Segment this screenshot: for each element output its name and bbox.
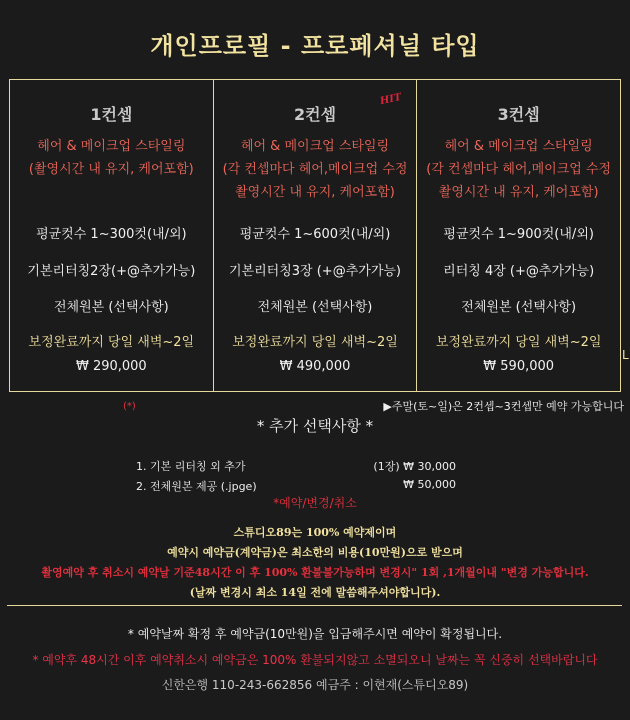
styling-line: (촬영시간 내 유지, 케어포함): [28, 162, 194, 177]
policy-line: 예약시 예약금(계약금)은 최소한의 비용(10만원)으로 받으며: [167, 546, 463, 559]
package-price: ₩ 290,000: [75, 359, 147, 374]
styling-description: [214, 135, 417, 204]
policy-line: (날짜 변경시 최소 14일 전에 말씀해주셔야합니다).: [189, 586, 441, 599]
section-divider: [7, 605, 622, 606]
package-name: 1컨셉: [90, 105, 133, 124]
corner-mark: L: [622, 348, 629, 362]
feature-delivery: 보정완료까지 당일 새벽~2일: [232, 335, 398, 350]
package-column-3: [416, 80, 620, 391]
option-price: (1장) ₩ 30,000: [373, 460, 456, 473]
styling-line: 촬영시간 내 유지, 케어포함): [438, 185, 599, 200]
feature-originals: 전체원본 (선택사항): [461, 300, 577, 315]
package-column-1: [10, 80, 213, 391]
styling-line: (각 컨셉마다 헤어,메이크업 수정: [222, 162, 408, 177]
feature-delivery: 보정완료까지 당일 새벽~2일: [435, 335, 602, 350]
package-column-2: [213, 80, 417, 391]
asterisk-note-mark: (*): [123, 401, 136, 412]
policy-line: 스튜디오89는 100% 예약제이며: [233, 526, 397, 539]
styling-line: 촬영시간 내 유지, 케어포함): [235, 185, 395, 200]
styling-line: (각 컨셉마다 헤어,메이크업 수정: [426, 162, 612, 177]
weekend-booking-note: ▶주말(토~일)은 2컨셉~3컨셉만 예약 가능합니다: [383, 400, 624, 413]
package-name: 2컨셉: [293, 105, 337, 124]
styling-description: [10, 135, 213, 181]
styling-line: 헤어 & 메이크업 스타일링: [240, 139, 390, 154]
feature-cut-count: 평균컷수 1~300컷(내/외): [36, 227, 187, 242]
feature-retouch: 기본리터칭3장 (+@추가가능): [228, 264, 402, 279]
feature-cut-count: 평균컷수 1~900컷(내/외): [443, 227, 594, 242]
option-label: 2. 전체원본 제공 (.jpge): [136, 480, 257, 493]
feature-originals: 전체원본 (선택사항): [257, 300, 373, 315]
feature-cut-count: 평균컷수 1~600컷(내/외): [239, 227, 391, 242]
option-row: [136, 458, 456, 474]
hit-badge: HIT: [378, 91, 403, 108]
feature-retouch: 리터칭 4장 (+@추가가능): [443, 264, 595, 279]
styling-line: 헤어 & 메이크업 스타일링: [37, 139, 186, 154]
styling-description: [417, 135, 620, 204]
feature-retouch: 기본리터칭2장(+@추가가능): [27, 264, 196, 279]
package-table: [9, 79, 621, 392]
package-name: 3컨셉: [497, 105, 540, 124]
feature-originals: 전체원본 (선택사항): [53, 300, 169, 315]
options-title: * 추가 선택사항 *: [256, 417, 374, 435]
styling-line: 헤어 & 메이크업 스타일링: [444, 139, 593, 154]
option-label: 1. 기본 리터칭 외 추가: [136, 460, 246, 473]
page-title: 개인프로필 - 프로페셔널 타입: [150, 32, 480, 60]
refund-warning-note: * 예약후 48시간 이후 예약취소시 예약금은 100% 환불되지않고 소멸되오니 날짜는 꼭 신중히 선택바랍니다: [32, 653, 598, 667]
policy-line-warning: 촬영예약 후 취소시 예약날 기준48시간 이 후 100% 환불불가능하며 변경시" 1회 ,1개월이내 "변경 가능합니다.: [41, 566, 589, 579]
policy-heading: *예약/변경/취소: [273, 496, 357, 510]
option-row: [136, 478, 456, 494]
bank-account-info: 신한은행 110-243-662856 예금주 : 이현재(스튜디오89): [161, 678, 469, 692]
feature-delivery: 보정완료까지 당일 새벽~2일: [28, 335, 195, 350]
package-price: ₩ 490,000: [279, 359, 351, 374]
package-price: ₩ 590,000: [483, 359, 555, 374]
option-price: ₩ 50,000: [403, 478, 456, 491]
deposit-confirmation-note: * 예약날짜 확정 후 예약금(10만원)을 입금해주시면 예약이 확정됩니다.: [127, 627, 503, 641]
